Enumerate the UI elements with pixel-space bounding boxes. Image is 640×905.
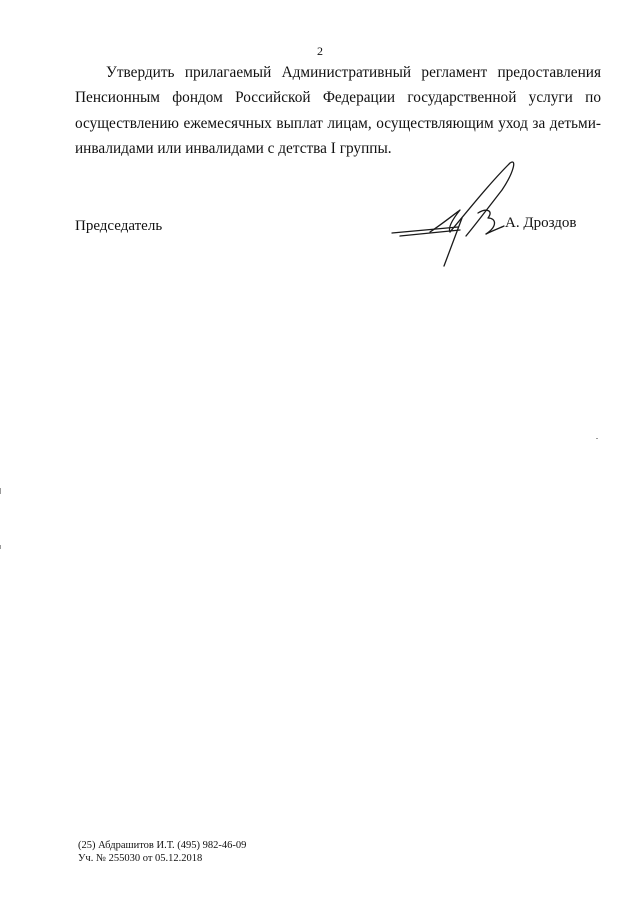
position-title: Председатель — [75, 218, 163, 234]
page-number: 2 — [317, 44, 323, 58]
handwritten-signature — [390, 158, 525, 268]
scan-speck — [0, 488, 1, 494]
signer-name: А. Дроздов — [505, 215, 577, 231]
resolution-paragraph: Утвердить прилагаемый Административный регламент предоставления Пенсионным фондом Российской Федерации государственной услуги по осуществлению ежемесячных выплат лицам, осуществляющим уход за детьми-инвалидами или инвалидами с детства I группы. — [75, 64, 601, 157]
footer-registration: Уч. № 255030 от 05.12.2018 — [78, 853, 203, 864]
scan-speck — [0, 545, 1, 549]
footer-executor: (25) Абдрашитов И.Т. (495) 982-46-09 — [78, 840, 247, 851]
scan-speck — [596, 438, 598, 439]
